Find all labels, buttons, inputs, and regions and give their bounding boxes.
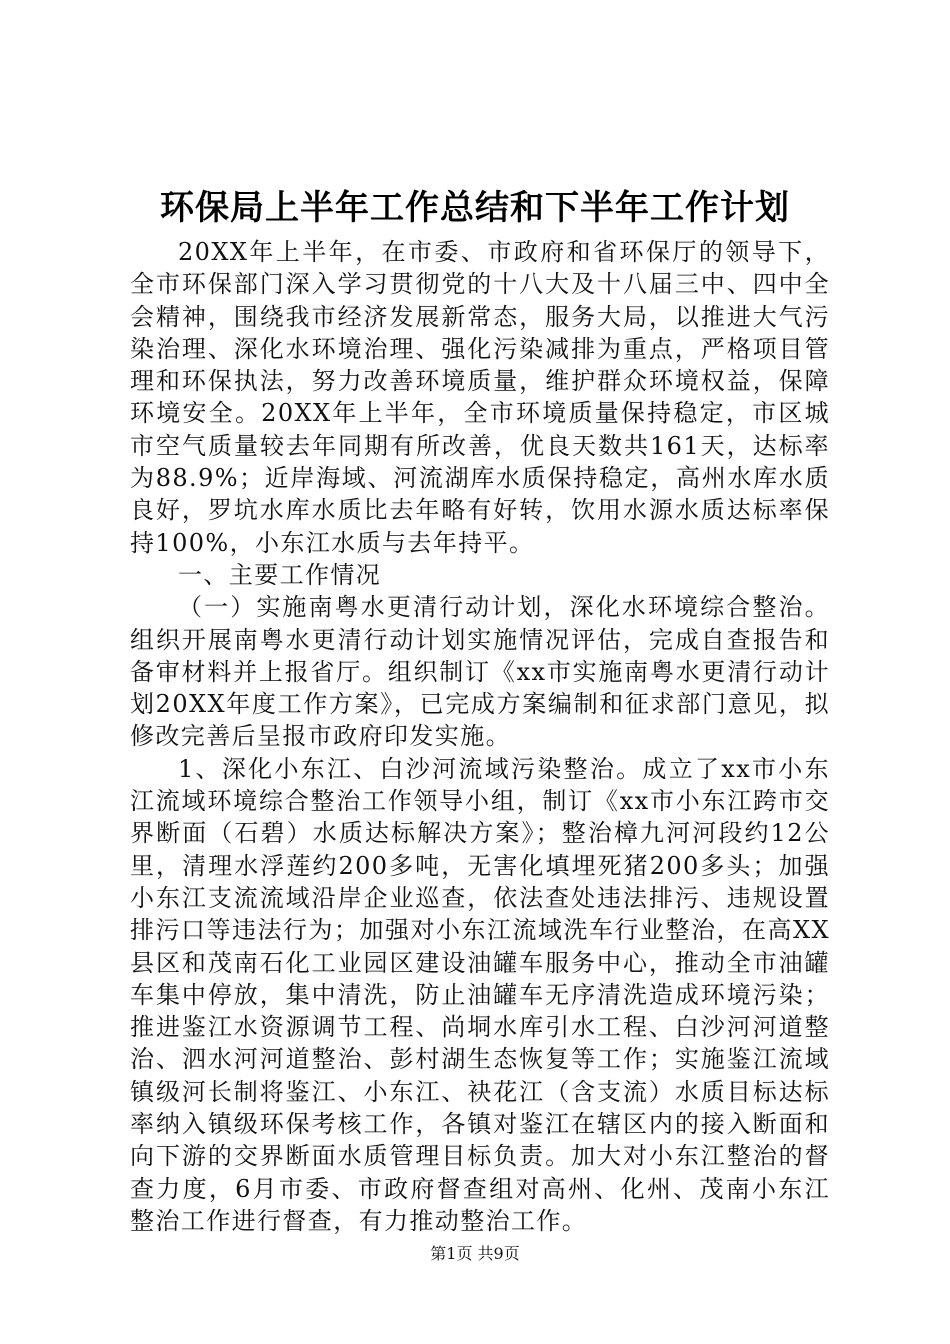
document-title: 环保局上半年工作总结和下半年工作计划 [160,188,790,228]
intro-paragraph: 20XX年上半年，在市委、市政府和省环保厅的领导下，全市环保部门深入学习贯彻党的十八大及十八届三中、四中全会精神，围绕我市经济发展新常态，服务大局，以推进大气污染治理、深化水环境治理、强化污染减排为重点，严格项目管理和环保执法，努力改善环境质量，维护群众环境权益，保障环境安全。20XX年上半年，全市环境质量保持稳定，市区城市空气质量较去年同期有所改善，优良天数共161天，达标率为88.9%；近岸海域、河流湖库水质保持稳定，高州水库水质良好，罗坑水库水质比去年略有好转，饮用水源水质达标率保持100%，小东江水质与去年持平。 [130,238,830,557]
item-paragraph-river-governance: 1、深化小东江、白沙河流域污染整治。成立了xx市小东江流域环境综合整治工作领导小组，制订《xx市小东江跨市交界断面（石碧）水质达标解决方案》；整治樟九河河段约12公里，清理水浮莲约200多吨，无害化填埋死猪200多头；加强小东江支流流域沿岸企业巡查，依法查处违法排污、违规设置排污口等违法行为；加强对小东江流域洗车行业整治，在高XX县区和茂南石化工业园区建设油罐车服务中心，推动全市油罐车集中停放，集中清洗，防止油罐车无序清洗造成环境污染；推进鉴江水资源调节工程、尚垌水库引水工程、白沙河河道整治、泗水河河道整治、彭村湖生态恢复等工作；实施鉴江流域镇级河长制将鉴江、小东江、袂花江（含支流）水质目标达标率纳入镇级环保考核工作，各镇对鉴江在辖区内的接入断面和向下游的交界断面水质管理目标负责。加大对小东江整治的督查力度，6月市委、市政府督查组对高州、化州、茂南小东江整治工作进行督查，有力推动整治工作。 [130,754,830,1235]
document-body [130,236,830,1237]
section-heading-main-work: 一、主要工作情况 [178,560,382,589]
page-number-footer: 第1页 共9页 [430,1244,520,1263]
subsection-paragraph-water-plan: （一）实施南粤水更清行动计划，深化水环境综合整治。组织开展南粤水更清行动计划实施情况评估，完成自查报告和备审材料并上报省厅。组织制订《xx市实施南粤水更清行动计划20XX年度工作方案》，已完成方案编制和征求部门意见，拟修改完善后呈报市政府印发实施。 [130,593,830,751]
